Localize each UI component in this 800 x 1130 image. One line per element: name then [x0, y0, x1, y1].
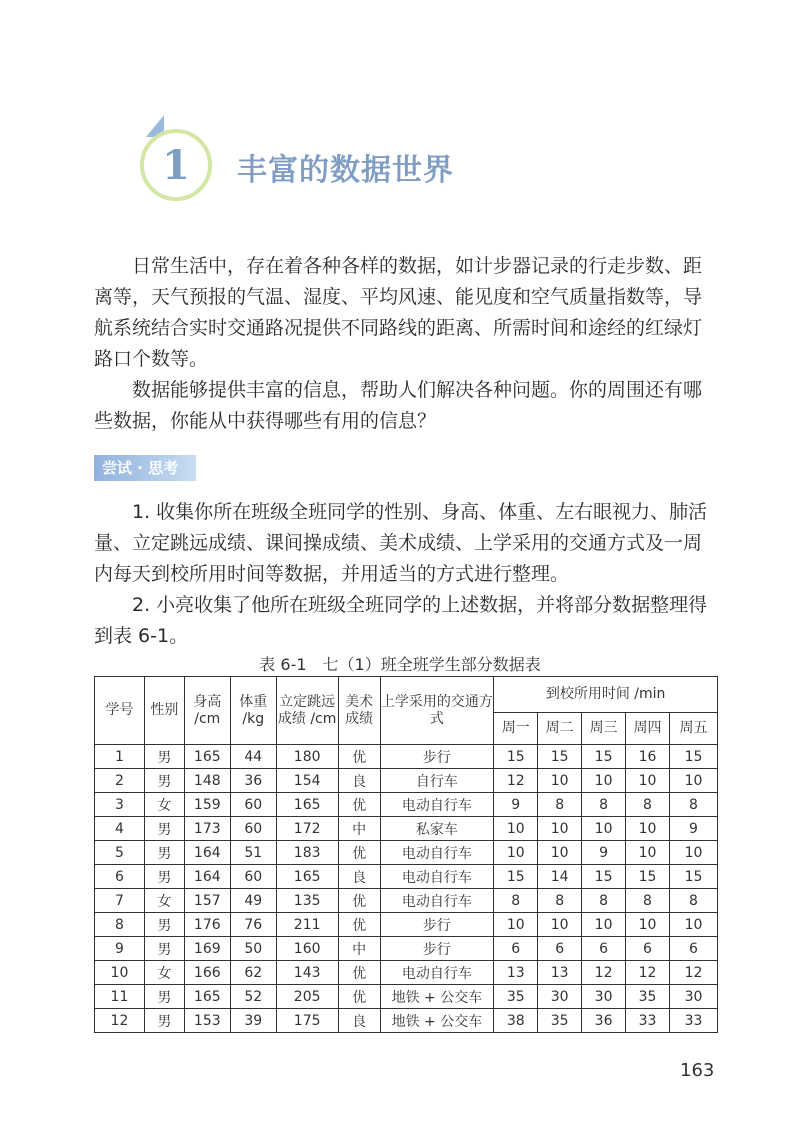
table-row — [95, 1009, 718, 1033]
table-cell: 36 — [582, 1009, 626, 1033]
table-cell: 6 — [626, 937, 670, 961]
table-cell: 男 — [144, 913, 184, 937]
table-cell: 62 — [230, 961, 276, 985]
table-cell: 良 — [338, 865, 380, 889]
table-cell: 15 — [669, 745, 717, 769]
table-cell: 男 — [144, 745, 184, 769]
table-cell: 良 — [338, 769, 380, 793]
table-cell: 地铁 + 公交车 — [380, 1009, 494, 1033]
table-cell: 15 — [582, 745, 626, 769]
table-cell: 16 — [626, 745, 670, 769]
header-height: 身高 /cm — [184, 677, 230, 745]
header-day: 周二 — [538, 713, 582, 745]
header-id: 学号 — [95, 677, 145, 745]
table-row — [95, 841, 718, 865]
table-cell: 电动自行车 — [380, 961, 494, 985]
section-number: 1 — [162, 141, 190, 189]
table-cell: 10 — [582, 913, 626, 937]
table-cell: 中 — [338, 817, 380, 841]
table-cell: 男 — [144, 769, 184, 793]
table-cell: 33 — [626, 1009, 670, 1033]
table-cell: 5 — [95, 841, 145, 865]
table-cell: 10 — [669, 769, 717, 793]
table-cell: 35 — [538, 1009, 582, 1033]
table-row — [95, 793, 718, 817]
header-day: 周三 — [582, 713, 626, 745]
table-cell: 优 — [338, 793, 380, 817]
table-cell: 8 — [582, 889, 626, 913]
table-cell: 9 — [494, 793, 538, 817]
table-cell: 164 — [184, 841, 230, 865]
table-row — [95, 937, 718, 961]
table-cell: 14 — [538, 865, 582, 889]
table-cell: 15 — [494, 745, 538, 769]
table-cell: 175 — [276, 1009, 338, 1033]
table-cell: 153 — [184, 1009, 230, 1033]
header-transport: 上学采用的交通方式 — [380, 677, 494, 745]
table-cell: 60 — [230, 865, 276, 889]
activity-text — [94, 497, 720, 652]
page-number: 163 — [680, 1060, 715, 1081]
table-cell: 中 — [338, 937, 380, 961]
table-cell: 52 — [230, 985, 276, 1009]
table-cell: 44 — [230, 745, 276, 769]
student-data-table — [94, 676, 718, 1033]
table-cell: 8 — [669, 793, 717, 817]
table-cell: 3 — [95, 793, 145, 817]
table-cell: 60 — [230, 817, 276, 841]
table-cell: 地铁 + 公交车 — [380, 985, 494, 1009]
table-cell: 180 — [276, 745, 338, 769]
table-cell: 女 — [144, 793, 184, 817]
table-cell: 13 — [538, 961, 582, 985]
table-cell: 10 — [669, 841, 717, 865]
table-cell: 157 — [184, 889, 230, 913]
table-cell: 电动自行车 — [380, 841, 494, 865]
header-day: 周五 — [669, 713, 717, 745]
table-cell: 9 — [95, 937, 145, 961]
table-cell: 8 — [626, 889, 670, 913]
table-cell: 9 — [669, 817, 717, 841]
table-cell: 1 — [95, 745, 145, 769]
table-cell: 12 — [582, 961, 626, 985]
table-cell: 12 — [626, 961, 670, 985]
header-gender: 性别 — [144, 677, 184, 745]
table-row — [95, 889, 718, 913]
intro-paragraph-2: 数据能够提供丰富的信息，帮助人们解决各种问题。你的周围还有哪些数据，你能从中获得哪些有用的信息？ — [94, 379, 703, 432]
table-cell: 50 — [230, 937, 276, 961]
table-cell: 2 — [95, 769, 145, 793]
table-cell: 6 — [95, 865, 145, 889]
section-title: 丰富的数据世界 — [237, 153, 454, 188]
activity-item-2: 2. 小亮收集了他所在班级全班同学的上述数据，并将部分数据整理得到表 6-1。 — [94, 594, 708, 647]
table-cell: 男 — [144, 1009, 184, 1033]
table-cell: 10 — [538, 913, 582, 937]
header-time-group: 到校所用时间 /min — [494, 677, 718, 713]
table-cell: 6 — [669, 937, 717, 961]
table-cell: 35 — [626, 985, 670, 1009]
table-cell: 35 — [494, 985, 538, 1009]
table-cell: 166 — [184, 961, 230, 985]
table-cell: 10 — [626, 817, 670, 841]
table-cell: 12 — [95, 1009, 145, 1033]
table-cell: 169 — [184, 937, 230, 961]
table-cell: 10 — [669, 913, 717, 937]
table-cell: 8 — [582, 793, 626, 817]
header-day: 周一 — [494, 713, 538, 745]
table-cell: 15 — [582, 865, 626, 889]
table-caption: 表 6-1 七（1）班全班学生部分数据表 — [259, 655, 541, 674]
table-cell: 8 — [626, 793, 670, 817]
table-cell: 自行车 — [380, 769, 494, 793]
table-cell: 135 — [276, 889, 338, 913]
table-cell: 165 — [276, 865, 338, 889]
table-cell: 165 — [184, 745, 230, 769]
table-cell: 10 — [626, 913, 670, 937]
table-cell: 165 — [276, 793, 338, 817]
header-day: 周四 — [626, 713, 670, 745]
intro-text — [94, 251, 720, 437]
table-cell: 38 — [494, 1009, 538, 1033]
table-cell: 165 — [184, 985, 230, 1009]
table-cell: 10 — [626, 769, 670, 793]
table-cell: 电动自行车 — [380, 865, 494, 889]
table-cell: 良 — [338, 1009, 380, 1033]
table-cell: 6 — [494, 937, 538, 961]
table-cell: 172 — [276, 817, 338, 841]
table-cell: 159 — [184, 793, 230, 817]
table-row — [95, 961, 718, 985]
table-cell: 10 — [494, 913, 538, 937]
table-cell: 女 — [144, 889, 184, 913]
table-cell: 10 — [494, 817, 538, 841]
table-cell: 6 — [538, 937, 582, 961]
section-heading — [140, 115, 700, 215]
header-jump: 立定跳远成绩 /cm — [276, 677, 338, 745]
table-cell: 优 — [338, 745, 380, 769]
table-cell: 8 — [538, 793, 582, 817]
activity-badge: 尝试 · 思考 — [94, 455, 196, 481]
table-cell: 30 — [538, 985, 582, 1009]
table-cell: 39 — [230, 1009, 276, 1033]
table-cell: 211 — [276, 913, 338, 937]
table-cell: 10 — [538, 841, 582, 865]
table-cell: 8 — [95, 913, 145, 937]
table-cell: 男 — [144, 865, 184, 889]
table-cell: 4 — [95, 817, 145, 841]
table-cell: 143 — [276, 961, 338, 985]
table-cell: 10 — [538, 817, 582, 841]
table-cell: 30 — [582, 985, 626, 1009]
table-cell: 8 — [669, 889, 717, 913]
table-cell: 10 — [95, 961, 145, 985]
table-cell: 优 — [338, 985, 380, 1009]
table-cell: 164 — [184, 865, 230, 889]
activity-item-1: 1. 收集你所在班级全班同学的性别、身高、体重、左右眼视力、肺活量、立定跳远成绩、课间操成绩、美术成绩、上学采用的交通方式及一周内每天到校所用时间等数据，并用适当的方式进行整理。 — [94, 501, 708, 585]
table-cell: 33 — [669, 1009, 717, 1033]
table-cell: 10 — [538, 769, 582, 793]
table-cell: 15 — [626, 865, 670, 889]
table-row — [95, 865, 718, 889]
table-cell: 12 — [494, 769, 538, 793]
table-cell: 11 — [95, 985, 145, 1009]
intro-paragraph-1: 日常生活中，存在着各种各样的数据，如计步器记录的行走步数、距离等，天气预报的气温、湿度、平均风速、能见度和空气质量指数等，导航系统结合实时交通路况提供不同路线的距离、所需时间和途经的红绿灯路口个数等。 — [94, 255, 703, 370]
table-cell: 49 — [230, 889, 276, 913]
table-cell: 176 — [184, 913, 230, 937]
table-cell: 男 — [144, 817, 184, 841]
table-cell: 160 — [276, 937, 338, 961]
header-art: 美术成绩 — [338, 677, 380, 745]
table-cell: 步行 — [380, 913, 494, 937]
table-cell: 男 — [144, 937, 184, 961]
table-row — [95, 817, 718, 841]
table-cell: 15 — [669, 865, 717, 889]
table-cell: 10 — [582, 769, 626, 793]
table-cell: 36 — [230, 769, 276, 793]
table-cell: 8 — [538, 889, 582, 913]
table-cell: 10 — [494, 841, 538, 865]
table-row — [95, 985, 718, 1009]
table-cell: 8 — [494, 889, 538, 913]
header-weight: 体重 /kg — [230, 677, 276, 745]
table-cell: 私家车 — [380, 817, 494, 841]
table-cell: 步行 — [380, 937, 494, 961]
table-row — [95, 769, 718, 793]
table-cell: 电动自行车 — [380, 889, 494, 913]
table-cell: 优 — [338, 913, 380, 937]
table-cell: 6 — [582, 937, 626, 961]
table-cell: 电动自行车 — [380, 793, 494, 817]
table-cell: 51 — [230, 841, 276, 865]
table-cell: 优 — [338, 961, 380, 985]
table-cell: 15 — [494, 865, 538, 889]
table-row — [95, 913, 718, 937]
section-number-badge — [140, 129, 212, 201]
table-cell: 10 — [582, 817, 626, 841]
table-body — [95, 745, 718, 1033]
table-cell: 7 — [95, 889, 145, 913]
table-cell: 76 — [230, 913, 276, 937]
table-cell: 步行 — [380, 745, 494, 769]
table-cell: 男 — [144, 985, 184, 1009]
table-cell: 优 — [338, 889, 380, 913]
table-row — [95, 745, 718, 769]
table-cell: 173 — [184, 817, 230, 841]
table-cell: 13 — [494, 961, 538, 985]
table-cell: 10 — [626, 841, 670, 865]
table-cell: 9 — [582, 841, 626, 865]
table-cell: 154 — [276, 769, 338, 793]
table-cell: 205 — [276, 985, 338, 1009]
table-cell: 60 — [230, 793, 276, 817]
table-cell: 148 — [184, 769, 230, 793]
table-cell: 12 — [669, 961, 717, 985]
table-cell: 15 — [538, 745, 582, 769]
table-cell: 优 — [338, 841, 380, 865]
table-cell: 女 — [144, 961, 184, 985]
table-cell: 183 — [276, 841, 338, 865]
table-cell: 男 — [144, 841, 184, 865]
table-cell: 30 — [669, 985, 717, 1009]
